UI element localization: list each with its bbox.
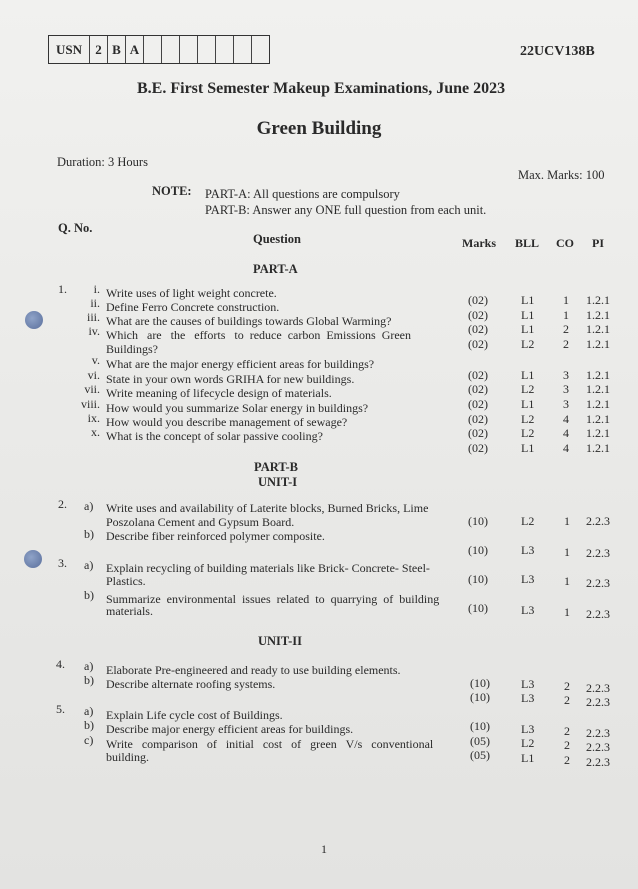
question-text: Describe alternate roofing systems. [106,677,276,691]
marks: (02) [468,293,488,307]
bll: L3 [521,572,535,586]
pi: 2.2.3 [586,576,610,590]
co: 1 [564,574,570,588]
punch-hole-mark [25,311,43,329]
co: 1 [563,293,569,307]
marks: (10) [468,543,488,557]
co: 3 [563,368,569,382]
question-number: 5. [56,702,65,716]
question-text: Which are the efforts to reduce carbon Emissions Green [106,328,412,342]
bll: L3 [521,691,535,705]
bll: L2 [521,412,535,426]
marks: (02) [468,412,488,426]
co: 2 [564,753,570,767]
co: 2 [564,724,570,738]
bll: L1 [521,368,535,382]
usn-cell [180,36,198,63]
usn-cell [252,36,269,63]
pi: 1.2.1 [586,293,610,307]
question-text: How would you summarize Solar energy in buildings? [106,401,369,415]
marks: (05) [470,748,490,762]
duration: Duration: 3 Hours [57,155,148,169]
usn-cell [198,36,216,63]
question-text: materials. [106,604,153,618]
question-text: Write uses of light weight concrete. [106,286,277,300]
pi: 1.2.1 [586,368,610,382]
pi: 1.2.1 [586,412,610,426]
bll: L2 [521,426,535,440]
question-number: 1. [58,282,67,296]
marks: (02) [468,368,488,382]
marks: (02) [468,426,488,440]
usn-cell [162,36,180,63]
pi: 2.2.3 [586,546,610,560]
marks: (02) [468,337,488,351]
usn-cell: B [108,36,126,63]
co: 1 [564,514,570,528]
part-b-title: PART-B [254,460,299,474]
marks: (10) [470,690,490,704]
pi: 1.2.1 [586,426,610,440]
part-label: c) [84,733,94,747]
marks: (10) [468,514,488,528]
course-code: 22UCV138B [520,44,595,59]
item-num: x. [91,425,100,439]
item-num: iii. [86,310,100,324]
question-text: Describe fiber reinforced polymer composite. [106,529,325,543]
bll: L3 [521,677,535,691]
usn-label: USN [49,36,90,63]
question-text: What is the concept of solar passive cooling? [106,429,323,443]
usn-cell: 2 [90,36,108,63]
marks: (10) [468,572,488,586]
pi: 2.2.3 [586,755,610,769]
pi: 1.2.1 [586,382,610,396]
marks: (10) [468,601,488,615]
item-num: ix. [87,411,100,425]
bll: L1 [521,441,535,455]
usn-box [48,35,270,64]
header-bll: BLL [515,236,540,250]
marks: (02) [468,397,488,411]
bll: L1 [521,308,535,322]
pi: 2.2.3 [586,695,610,709]
usn-cell [234,36,252,63]
co: 3 [563,397,569,411]
question-text: State in your own words GRIHA for new buildings. [106,372,355,386]
item-num: i. [93,282,100,296]
question-text: Elaborate Pre-engineered and ready to use building elements. [106,663,401,677]
part-label: b) [84,718,94,732]
question-text: Poszolana Cement and Gypsum Board. [106,515,295,529]
marks: (02) [468,441,488,455]
question-text: What are the major energy efficient areas for buildings? [106,357,375,371]
question-text: building. [106,750,150,764]
question-number: 2. [58,497,67,511]
question-text: Explain Life cycle cost of Buildings. [106,708,283,722]
item-num: viii. [80,397,100,411]
unit-1-title: UNIT-I [258,475,298,489]
item-num: vi. [87,368,100,382]
note-line-1: PART-A: All questions are compulsory [205,187,400,201]
co: 2 [563,337,569,351]
co: 1 [563,308,569,322]
bll: L1 [521,293,535,307]
item-num: iv. [88,324,100,338]
bll: L3 [521,543,535,557]
question-text: Summarize environmental issues related to quarrying of building [106,592,440,606]
header-qno: Q. No. [58,221,93,235]
item-num: v. [91,353,100,367]
pi: 1.2.1 [586,322,610,336]
co: 4 [563,412,569,426]
pi: 1.2.1 [586,308,610,322]
question-text: Plastics. [106,574,146,588]
note-line-2: PART-B: Answer any ONE full question from each unit. [205,203,487,217]
max-marks: Max. Marks: 100 [518,168,605,182]
co: 2 [564,679,570,693]
question-text: Buildings? [106,342,159,356]
header-co: CO [556,236,574,250]
question-text: Write uses and availability of Laterite blocks, Burned Bricks, Lime [106,501,429,515]
co: 2 [563,322,569,336]
part-label: a) [84,499,94,513]
question-text: Write meaning of lifecycle design of materials. [106,386,332,400]
part-label: b) [84,527,94,541]
item-num: vii. [84,382,100,396]
question-text: What are the causes of buildings towards Global Warming? [106,314,392,328]
question-text: Write comparison of initial cost of green V/s conventional [106,737,434,751]
marks: (02) [468,308,488,322]
question-number: 3. [58,556,67,570]
pi: 1.2.1 [586,337,610,351]
bll: L1 [521,397,535,411]
part-label: a) [84,659,94,673]
pi: 2.2.3 [586,681,610,695]
part-label: a) [84,704,94,718]
exam-title: B.E. First Semester Makeup Examinations, June 2023 [137,80,506,97]
bll: L3 [521,603,535,617]
bll: L2 [521,514,535,528]
pi: 2.2.3 [586,726,610,740]
bll: L2 [521,382,535,396]
pi: 2.2.3 [586,607,610,621]
marks: (05) [470,734,490,748]
usn-cell: A [126,36,144,63]
part-a-title: PART-A [253,262,298,276]
question-number: 4. [56,657,65,671]
co: 3 [563,382,569,396]
item-num: ii. [90,296,100,310]
co: 4 [563,426,569,440]
bll: L2 [521,337,535,351]
question-text: How would you describe management of sewage? [106,415,348,429]
marks: (02) [468,382,488,396]
bll: L1 [521,751,535,765]
co: 1 [564,545,570,559]
usn-cell [216,36,234,63]
co: 4 [563,441,569,455]
marks: (10) [470,676,490,690]
part-label: b) [84,673,94,687]
pi: 2.2.3 [586,740,610,754]
pi: 2.2.3 [586,514,610,528]
unit-2-title: UNIT-II [258,634,303,648]
pi: 1.2.1 [586,441,610,455]
part-label: a) [84,558,94,572]
punch-hole-mark [24,550,42,568]
marks: (02) [468,322,488,336]
bll: L1 [521,322,535,336]
co: 1 [564,605,570,619]
co: 2 [564,693,570,707]
bll: L3 [521,722,535,736]
question-text: Explain recycling of building materials like Brick- Concrete- Steel- [106,561,430,575]
bll: L2 [521,736,535,750]
question-text: Describe major energy efficient areas for buildings. [106,722,354,736]
page-number: 1 [321,842,327,856]
question-text: Define Ferro Concrete construction. [106,300,280,314]
header-question: Question [253,232,301,246]
co: 2 [564,738,570,752]
note-label: NOTE: [152,184,192,198]
header-marks: Marks [462,236,496,250]
header-pi: PI [592,236,604,250]
part-label: b) [84,588,94,602]
subject-title: Green Building [256,118,382,139]
pi: 1.2.1 [586,397,610,411]
usn-cell [144,36,162,63]
marks: (10) [470,719,490,733]
